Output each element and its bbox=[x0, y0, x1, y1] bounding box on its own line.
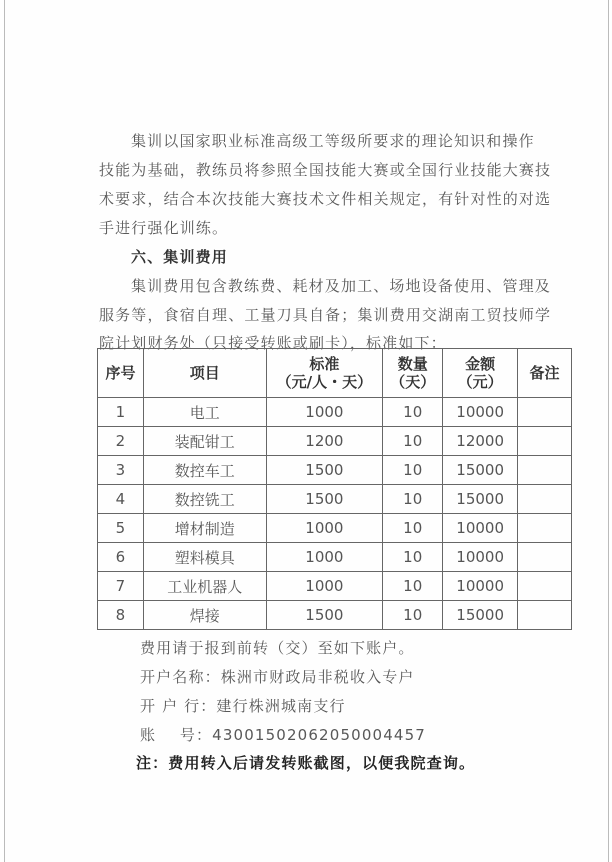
table-cell: 10 bbox=[383, 456, 443, 485]
table-row bbox=[98, 456, 572, 485]
table-cell: 1 bbox=[98, 398, 144, 427]
table-cell: 1500 bbox=[266, 485, 383, 514]
table-cell: 1500 bbox=[266, 456, 383, 485]
table-cell: 10 bbox=[383, 398, 443, 427]
note: 注：费用转入后请发转账截图，以便我院查询。 bbox=[136, 754, 476, 772]
table-cell: 3 bbox=[98, 456, 144, 485]
table-cell bbox=[518, 543, 572, 572]
table-cell: 1000 bbox=[266, 398, 383, 427]
column-header: 标准 （元/人・天） bbox=[266, 349, 383, 398]
table-cell: 10 bbox=[383, 601, 443, 630]
table-cell: 5 bbox=[98, 514, 144, 543]
table-cell bbox=[518, 514, 572, 543]
column-header: 序号 bbox=[98, 349, 144, 398]
paragraph-line: 服务等，食宿自理、工量刀具自备；集训费用交湖南工贸技师学 bbox=[99, 306, 552, 324]
table-cell: 2 bbox=[98, 427, 144, 456]
table-cell bbox=[518, 601, 572, 630]
table-row bbox=[98, 427, 572, 456]
table-cell: 10000 bbox=[443, 572, 518, 601]
table-cell: 1000 bbox=[266, 543, 383, 572]
table-cell: 增材制造 bbox=[143, 514, 266, 543]
fee-table bbox=[97, 348, 572, 630]
table-cell: 工业机器人 bbox=[143, 572, 266, 601]
table-cell: 15000 bbox=[443, 601, 518, 630]
table-cell: 10000 bbox=[443, 514, 518, 543]
table-cell: 10 bbox=[383, 572, 443, 601]
table-row bbox=[98, 543, 572, 572]
table-cell bbox=[518, 398, 572, 427]
table-cell: 1000 bbox=[266, 514, 383, 543]
paragraph-line: 集训费用包含教练费、耗材及加工、场地设备使用、管理及 bbox=[131, 277, 551, 295]
table-row bbox=[98, 398, 572, 427]
column-header: 项目 bbox=[143, 349, 266, 398]
table-cell: 12000 bbox=[443, 427, 518, 456]
paragraph-line: 手进行强化训练。 bbox=[99, 219, 229, 237]
table-cell: 10000 bbox=[443, 543, 518, 572]
column-header: 金额 （元） bbox=[443, 349, 518, 398]
section-heading: 六、集训费用 bbox=[131, 248, 228, 266]
column-header: 数量 （天） bbox=[383, 349, 443, 398]
table-cell bbox=[518, 456, 572, 485]
paragraph-line: 院计划财务处（只接受转账或刷卡），标准如下： bbox=[99, 334, 447, 352]
table-row bbox=[98, 601, 572, 630]
table-cell: 6 bbox=[98, 543, 144, 572]
table-cell: 电工 bbox=[143, 398, 266, 427]
table-cell: 1500 bbox=[266, 601, 383, 630]
table-cell: 7 bbox=[98, 572, 144, 601]
bank-name: 开 户 行：建行株洲城南支行 bbox=[140, 697, 346, 715]
paragraph-line: 技能为基础，教练员将参照全国技能大赛或全国行业技能大赛技 bbox=[99, 161, 552, 179]
table-cell: 数控车工 bbox=[143, 456, 266, 485]
table-cell: 数控铣工 bbox=[143, 485, 266, 514]
table-cell: 10 bbox=[383, 543, 443, 572]
table-cell bbox=[518, 572, 572, 601]
table-cell: 10 bbox=[383, 427, 443, 456]
table-cell: 15000 bbox=[443, 485, 518, 514]
table-cell: 装配钳工 bbox=[143, 427, 266, 456]
table-cell: 1000 bbox=[266, 572, 383, 601]
table-row bbox=[98, 572, 572, 601]
payment-intro: 费用请于报到前转（交）至如下账户。 bbox=[140, 639, 415, 657]
table-cell: 8 bbox=[98, 601, 144, 630]
table-cell: 10 bbox=[383, 485, 443, 514]
table-cell: 4 bbox=[98, 485, 144, 514]
table-cell bbox=[518, 485, 572, 514]
paragraph-line: 术要求，结合本次技能大赛技术文件相关规定，有针对性的对选 bbox=[99, 190, 552, 208]
table-cell: 15000 bbox=[443, 456, 518, 485]
account-name: 开户名称：株洲市财政局非税收入专户 bbox=[140, 668, 415, 686]
column-header: 备注 bbox=[518, 349, 572, 398]
table-header-row bbox=[98, 349, 572, 398]
table-cell: 10 bbox=[383, 514, 443, 543]
paragraph-line: 集训以国家职业标准高级工等级所要求的理论知识和操作 bbox=[131, 132, 535, 150]
table-cell: 焊接 bbox=[143, 601, 266, 630]
table-row bbox=[98, 514, 572, 543]
account-number: 账 号：43001502062050004457 bbox=[140, 726, 426, 744]
table-cell: 塑料模具 bbox=[143, 543, 266, 572]
table-cell bbox=[518, 427, 572, 456]
table-cell: 10000 bbox=[443, 398, 518, 427]
table-cell: 1200 bbox=[266, 427, 383, 456]
table-row bbox=[98, 485, 572, 514]
